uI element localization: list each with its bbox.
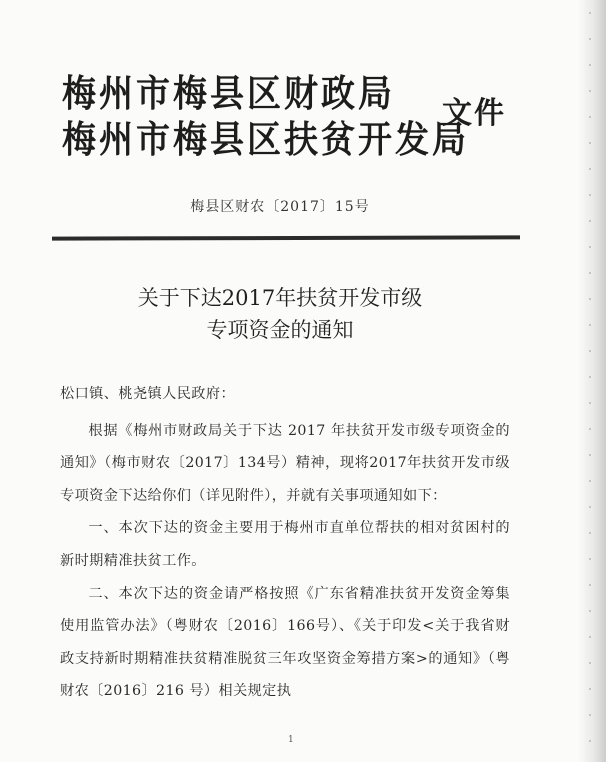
issuer-poverty-alleviation-bureau: 梅州市梅县区扶贫开发局: [62, 118, 469, 162]
paragraph-3: 二、本次下达的资金请严格按照《广东省精准扶贫开发资金筹集使用监管办法》（粤财农〔2016〕166号）、《关于印发<关于我省财政支持新时期精准扶贫精准脱贫三年攻坚资金筹措方案>的通知》（粤财农〔2016〕216 号）相关规定执: [60, 585, 510, 700]
document-number: 梅县区财农〔2017〕15号: [190, 199, 370, 215]
issuer-finance-bureau: 梅州市梅县区财政局: [62, 72, 395, 116]
title-line-1: 关于下达2017年扶贫开发市级: [137, 286, 423, 310]
paragraph-1: 根据《梅州市财政局关于下达 2017 年扶贫开发市级专项资金的通知》（梅市财农〔2017〕134号）精神，现将2017年扶贫开发市级专项资金下达给你们（详见附件），并就有关事项通知如下：: [60, 422, 510, 504]
salutation: 松口镇、桃尧镇人民政府：: [60, 386, 236, 402]
page-number: 1: [288, 735, 294, 745]
document-type-label: 文件: [442, 96, 506, 131]
document-header: [62, 66, 522, 166]
document-title: [0, 282, 560, 346]
header-divider: [52, 235, 520, 240]
paragraph-2: 一、本次下达的资金主要用于梅州市直单位帮扶的相对贫困村的新时期精准扶贫工作。: [60, 520, 510, 569]
document-body: [60, 378, 510, 708]
scan-edge-shadow: [578, 0, 606, 762]
title-line-2: 专项资金的通知: [206, 318, 354, 342]
scan-punch-marks: [588, 0, 592, 762]
